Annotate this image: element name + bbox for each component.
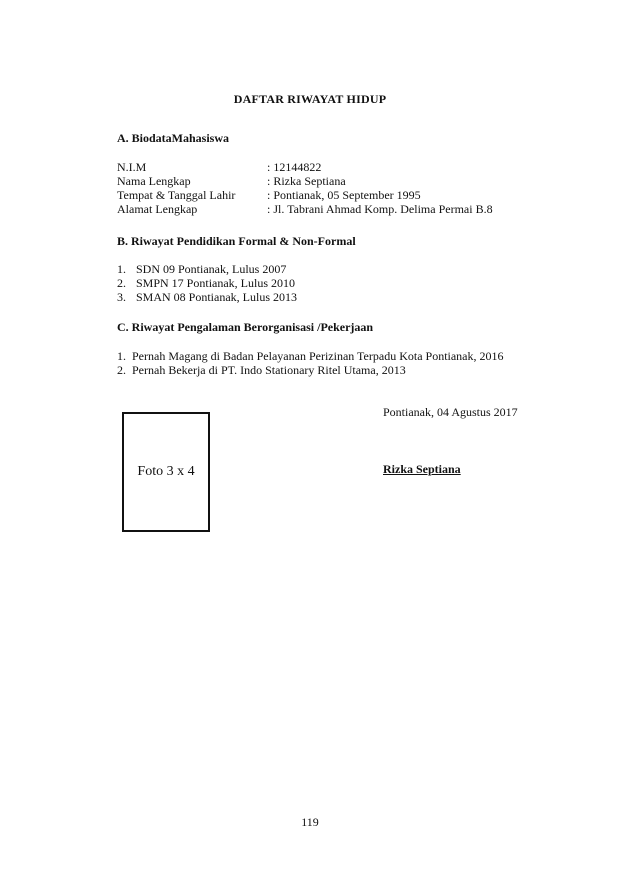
list-text: SMPN 17 Pontianak, Lulus 2010 [136, 276, 296, 290]
biodata-row-address [117, 202, 493, 216]
biodata-label: Alamat Lengkap [117, 202, 198, 216]
biodata-label: Nama Lengkap [117, 174, 191, 188]
list-number: 2. [117, 363, 126, 377]
photo-label: Foto 3 x 4 [137, 464, 195, 479]
signature-name: Rizka Septiana [383, 462, 461, 476]
section-a-heading: A. BiodataMahasiswa [117, 131, 230, 145]
section-b-heading: B. Riwayat Pendidikan Formal & Non-Formal [117, 234, 356, 248]
biodata-value: : Jl. Tabrani Ahmad Komp. Delima Permai B.8 [267, 202, 493, 216]
biodata-row-birth [117, 188, 421, 202]
list-number: 2. [117, 276, 126, 290]
education-item [117, 276, 295, 290]
biodata-row-nim [117, 160, 321, 174]
list-number: 3. [117, 290, 126, 304]
biodata-value: : 12144822 [267, 160, 322, 174]
biodata-value: : Pontianak, 05 September 1995 [267, 188, 421, 202]
section-c-heading: C. Riwayat Pengalaman Berorganisasi /Pekerjaan [117, 320, 374, 334]
place-date: Pontianak, 04 Agustus 2017 [383, 405, 518, 419]
page-number: 119 [301, 815, 319, 829]
list-text: Pernah Magang di Badan Pelayanan Perizinan Terpadu Kota Pontianak, 2016 [132, 349, 504, 363]
education-item [117, 290, 297, 304]
list-number: 1. [117, 349, 126, 363]
photo-placeholder [122, 412, 210, 532]
education-item [117, 262, 286, 276]
document-title: DAFTAR RIWAYAT HIDUP [233, 92, 387, 106]
experience-item [117, 363, 406, 377]
biodata-value: : Rizka Septiana [267, 174, 346, 188]
list-text: Pernah Bekerja di PT. Indo Stationary Ritel Utama, 2013 [132, 363, 406, 377]
biodata-label: Tempat & Tanggal Lahir [117, 188, 236, 202]
biodata-label: N.I.M [117, 160, 147, 174]
list-text: SDN 09 Pontianak, Lulus 2007 [136, 262, 287, 276]
experience-item [117, 349, 504, 363]
biodata-row-name [117, 174, 346, 188]
list-text: SMAN 08 Pontianak, Lulus 2013 [136, 290, 298, 304]
list-number: 1. [117, 262, 126, 276]
